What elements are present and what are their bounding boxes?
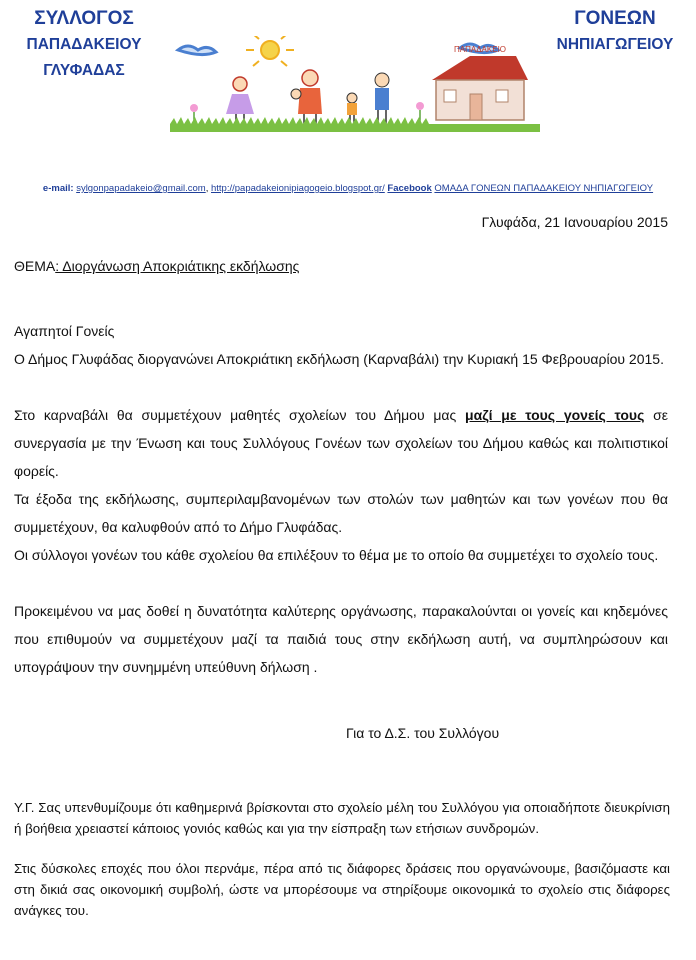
father-figure: [291, 70, 322, 126]
subject-text: : Διοργάνωση Αποκριάτικης εκδήλωσης: [55, 258, 300, 274]
family-drawing-logo: [170, 36, 540, 132]
signoff: Για το Δ.Σ. του Συλλόγου: [346, 725, 500, 741]
paragraph-2-end: σε συνεργασία με την Ένωση και τους Συλλόγους Γονέων των σχολείων του Δήμου καθώς και πολιτιστικοί φορείς.: [14, 407, 668, 479]
postscript-1: Υ.Γ. Σας υπενθυμίζουμε ότι καθημερινά βρίσκονται στο σχολείο μέλη του Συλλόγου για οποιαδήποτε διευκρίνιση ή βοήθεια χρειαστεί κάποιος γονιός καθώς και για την είσπραξη των ετήσιων συνδρομών.: [14, 800, 670, 836]
facebook-group-link[interactable]: ΟΜΑΔΑ ΓΟΝΕΩΝ ΠΑΠΑΔΑΚΕΙΟΥ ΝΗΠΙΑΓΩΓΕΙΟΥ: [434, 183, 654, 194]
paragraph-5: Προκειμένου να μας δοθεί η δυνατότητα καλύτερης οργάνωσης, παρακαλούνται οι γονείς και κηδεμόνες που επιθυμούν να συμμετέχουν μαζί τα παιδιά τους στην εκδήλωση αυτή, να συμπληρώσουν και υπογράψουν την συνημμένη υπεύθυνη δήλωση .: [14, 603, 668, 675]
email-link[interactable]: sylgonpapadakeio@gmail.com: [76, 183, 206, 194]
mother-figure: [226, 77, 254, 124]
letter-subject: [14, 258, 299, 274]
letter-date: Γλυφάδα, 21 Ιανουαρίου 2015: [481, 214, 668, 230]
paragraph-2: [14, 401, 668, 485]
paragraph-1: Ο Δήμος Γλυφάδας διοργανώνει Αποκριάτικη εκδήλωση (Καρναβάλι) την Κυριακή 15 Φεβρουαρίου 2015.: [14, 351, 664, 367]
blog-link[interactable]: http://papadakeionipiagogeio.blogspot.gr/: [211, 183, 385, 194]
contact-line: [0, 183, 696, 194]
school-house: [432, 45, 528, 120]
paragraph-2-start: Στο καρναβάλι θα συμμετέχουν μαθητές σχολείων του Δήμου μας: [14, 407, 466, 423]
grandparent-figure: [375, 73, 389, 124]
cloud-icon: [178, 44, 498, 55]
header-left-line1: ΣΥΛΛΟΓΟΣ: [34, 8, 134, 29]
paragraph-4: Οι σύλλογοι γονέων του κάθε σχολείου θα επιλέξουν το θέμα με το οποίο θα συμμετέχει το σχολείο τους.: [14, 547, 659, 563]
subject-label: ΘΕΜΑ: [14, 258, 56, 274]
email-label: e-mail:: [42, 183, 74, 194]
separator: ,: [205, 183, 209, 194]
sun-icon: [246, 36, 294, 66]
association-name-left: [14, 6, 154, 84]
paragraph-3: Τα έξοδα της εκδήλωσης, συμπεριλαμβανομένων των στολών των μαθητών και των γονέων που θα συμμετέχουν, θα καλυφθούν από το Δήμο Γλυφάδας.: [14, 491, 668, 535]
school-sign: ΠΑΠΑΔΑΚΕΙΟ: [453, 45, 507, 54]
facebook-label: Facebook: [387, 183, 432, 194]
header-left-line3: ΓΛΥΦΑΔΑΣ: [43, 62, 125, 79]
paragraph-2-emphasis: μαζί με τους γονείς τους: [465, 407, 645, 423]
postscript-2: Στις δύσκολες εποχές που όλοι περνάμε, πέρα από τις διάφορες δράσεις που οργανώνουμε, βασιζόμαστε και στη δικιά σας οικονομική συμβολή, ώστε να μπορέσουμε να στηρίξουμε οικονομικά το σχολείο στις διάφορες ανάγκες του.: [14, 861, 670, 918]
header-right-line1: ΓΟΝΕΩΝ: [574, 8, 656, 29]
association-name-right: [540, 6, 690, 58]
greeting: Αγαπητοί Γονείς: [14, 323, 115, 339]
header-left-line2: ΠΑΠΑΔΑΚΕΙΟΥ: [26, 36, 142, 53]
header-right-line2: ΝΗΠΙΑΓΩΓΕΙΟΥ: [556, 36, 674, 53]
